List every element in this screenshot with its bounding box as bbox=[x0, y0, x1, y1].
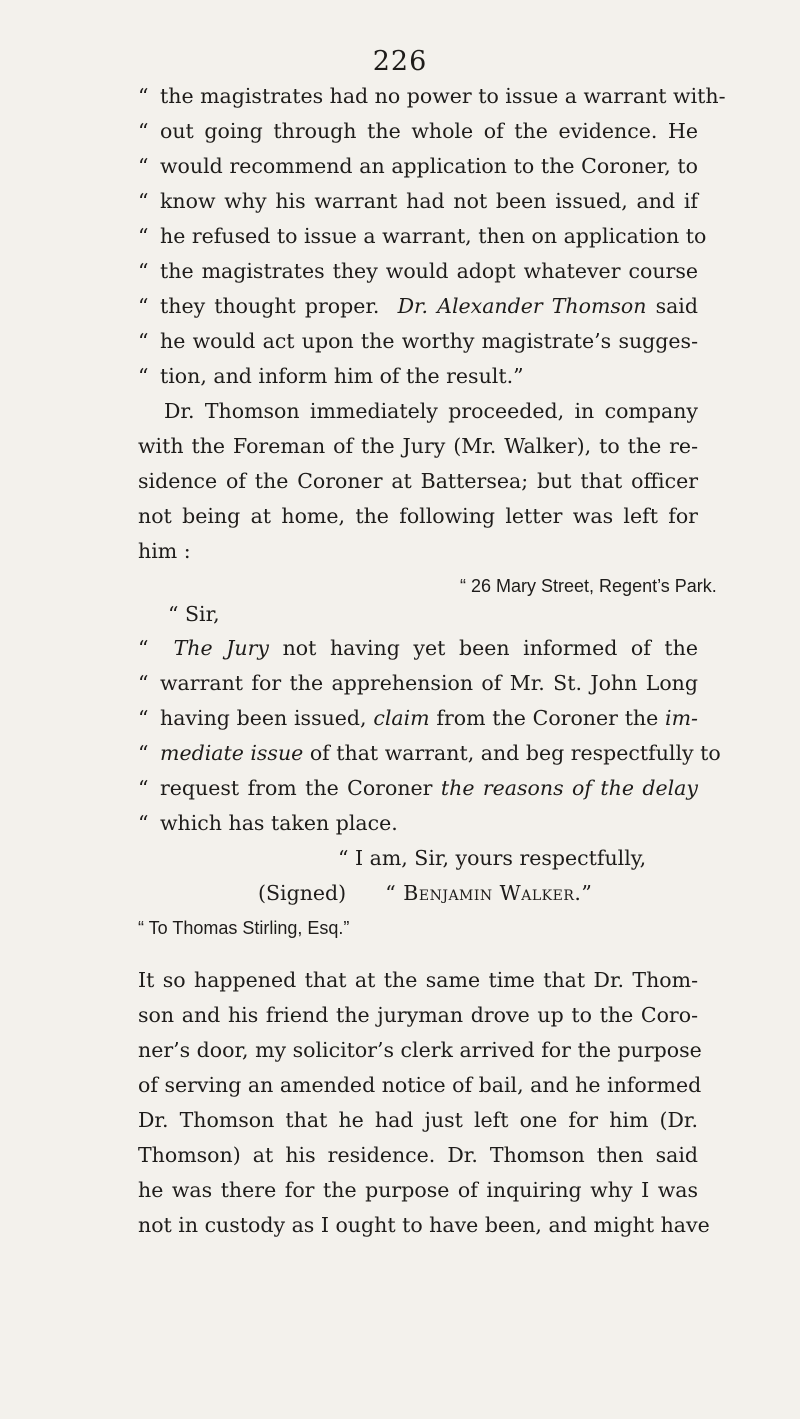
text-line: not being at home, the following letter was left for bbox=[138, 504, 698, 528]
quote-mark: “ bbox=[138, 364, 149, 388]
text-line: “ having been issued, claim from the Coroner the im- bbox=[138, 706, 698, 730]
quote-mark: “ bbox=[138, 224, 149, 248]
quote-mark: “ bbox=[138, 294, 149, 318]
text-line: “ request from the Coroner the reasons of the delay bbox=[138, 776, 698, 800]
signature: “ Benjamin Walker.” bbox=[385, 881, 593, 905]
text-line: “ know why his warrant had not been issued, and if bbox=[138, 189, 698, 213]
text-line: sidence of the Coroner at Battersea; but that officer bbox=[138, 469, 698, 493]
text-line: he was there for the purpose of inquiring why I was bbox=[138, 1178, 698, 1202]
text-line: “ would recommend an application to the Coroner, to bbox=[138, 154, 698, 178]
text-line: “ he refused to issue a warrant, then on application to bbox=[138, 224, 707, 248]
text-line: “ warrant for the apprehension of Mr. St. John Long bbox=[138, 671, 698, 695]
quote-mark: “ bbox=[138, 84, 149, 108]
quote-mark: “ bbox=[138, 706, 149, 730]
quote-mark: “ bbox=[138, 154, 149, 178]
text-line: Thomson) at his residence. Dr. Thomson then said bbox=[138, 1143, 698, 1167]
text-line: “ out going through the whole of the evidence. He bbox=[138, 119, 698, 143]
italic-name: Dr. Alexander Thomson bbox=[397, 294, 647, 318]
quote-mark: “ bbox=[138, 776, 149, 800]
signed-label: (Signed) bbox=[258, 881, 347, 905]
quote-mark: “ bbox=[138, 259, 149, 283]
text-line: not in custody as I ought to have been, and might have bbox=[138, 1213, 710, 1237]
text-line: son and his friend the juryman drove up to the Coro- bbox=[138, 1003, 698, 1027]
letter-recipient: “ To Thomas Stirling, Esq.” bbox=[138, 918, 350, 938]
letter-closing: “ I am, Sir, yours respectfully, bbox=[338, 846, 647, 870]
text-line: “ which has taken place. bbox=[138, 811, 398, 835]
letter-salutation: “ Sir, bbox=[168, 602, 220, 626]
quote-mark: “ bbox=[138, 636, 149, 660]
text-line: “ they thought proper. Dr. Alexander Thomson said bbox=[138, 294, 698, 318]
text-line: “ the magistrates had no power to issue a warrant with- bbox=[138, 84, 726, 108]
text-line: “ tion, and inform him of the result.” bbox=[138, 364, 524, 388]
text-line: “ mediate issue of that warrant, and beg respectfully to bbox=[138, 741, 721, 765]
quote-mark: “ bbox=[138, 811, 149, 835]
quote-mark: “ bbox=[138, 671, 149, 695]
text-line: Dr. Thomson immediately proceeded, in company bbox=[164, 399, 698, 423]
text-line: “ The Jury not having yet been informed of the bbox=[138, 636, 698, 660]
quote-mark: “ bbox=[138, 189, 149, 213]
text-line: of serving an amended notice of bail, and he informed bbox=[138, 1073, 702, 1097]
text-line: ner’s door, my solicitor’s clerk arrived for the purpose bbox=[138, 1038, 702, 1062]
letter-address: “ 26 Mary Street, Regent’s Park. bbox=[460, 576, 717, 596]
page-number: 226 bbox=[372, 46, 428, 77]
quote-mark: “ bbox=[138, 741, 149, 765]
text-line: him : bbox=[138, 539, 191, 563]
text-line: with the Foreman of the Jury (Mr. Walker), to the re- bbox=[138, 434, 698, 458]
letter-signature-line bbox=[258, 879, 698, 907]
text-line: Dr. Thomson that he had just left one for him (Dr. bbox=[138, 1108, 698, 1132]
text-line: “ he would act upon the worthy magistrate’s sugges- bbox=[138, 329, 698, 353]
text-line: It so happened that at the same time that Dr. Thom- bbox=[138, 968, 698, 992]
quote-mark: “ bbox=[138, 329, 149, 353]
text-line: “ the magistrates they would adopt whatever course bbox=[138, 259, 698, 283]
quote-mark: “ bbox=[138, 119, 149, 143]
